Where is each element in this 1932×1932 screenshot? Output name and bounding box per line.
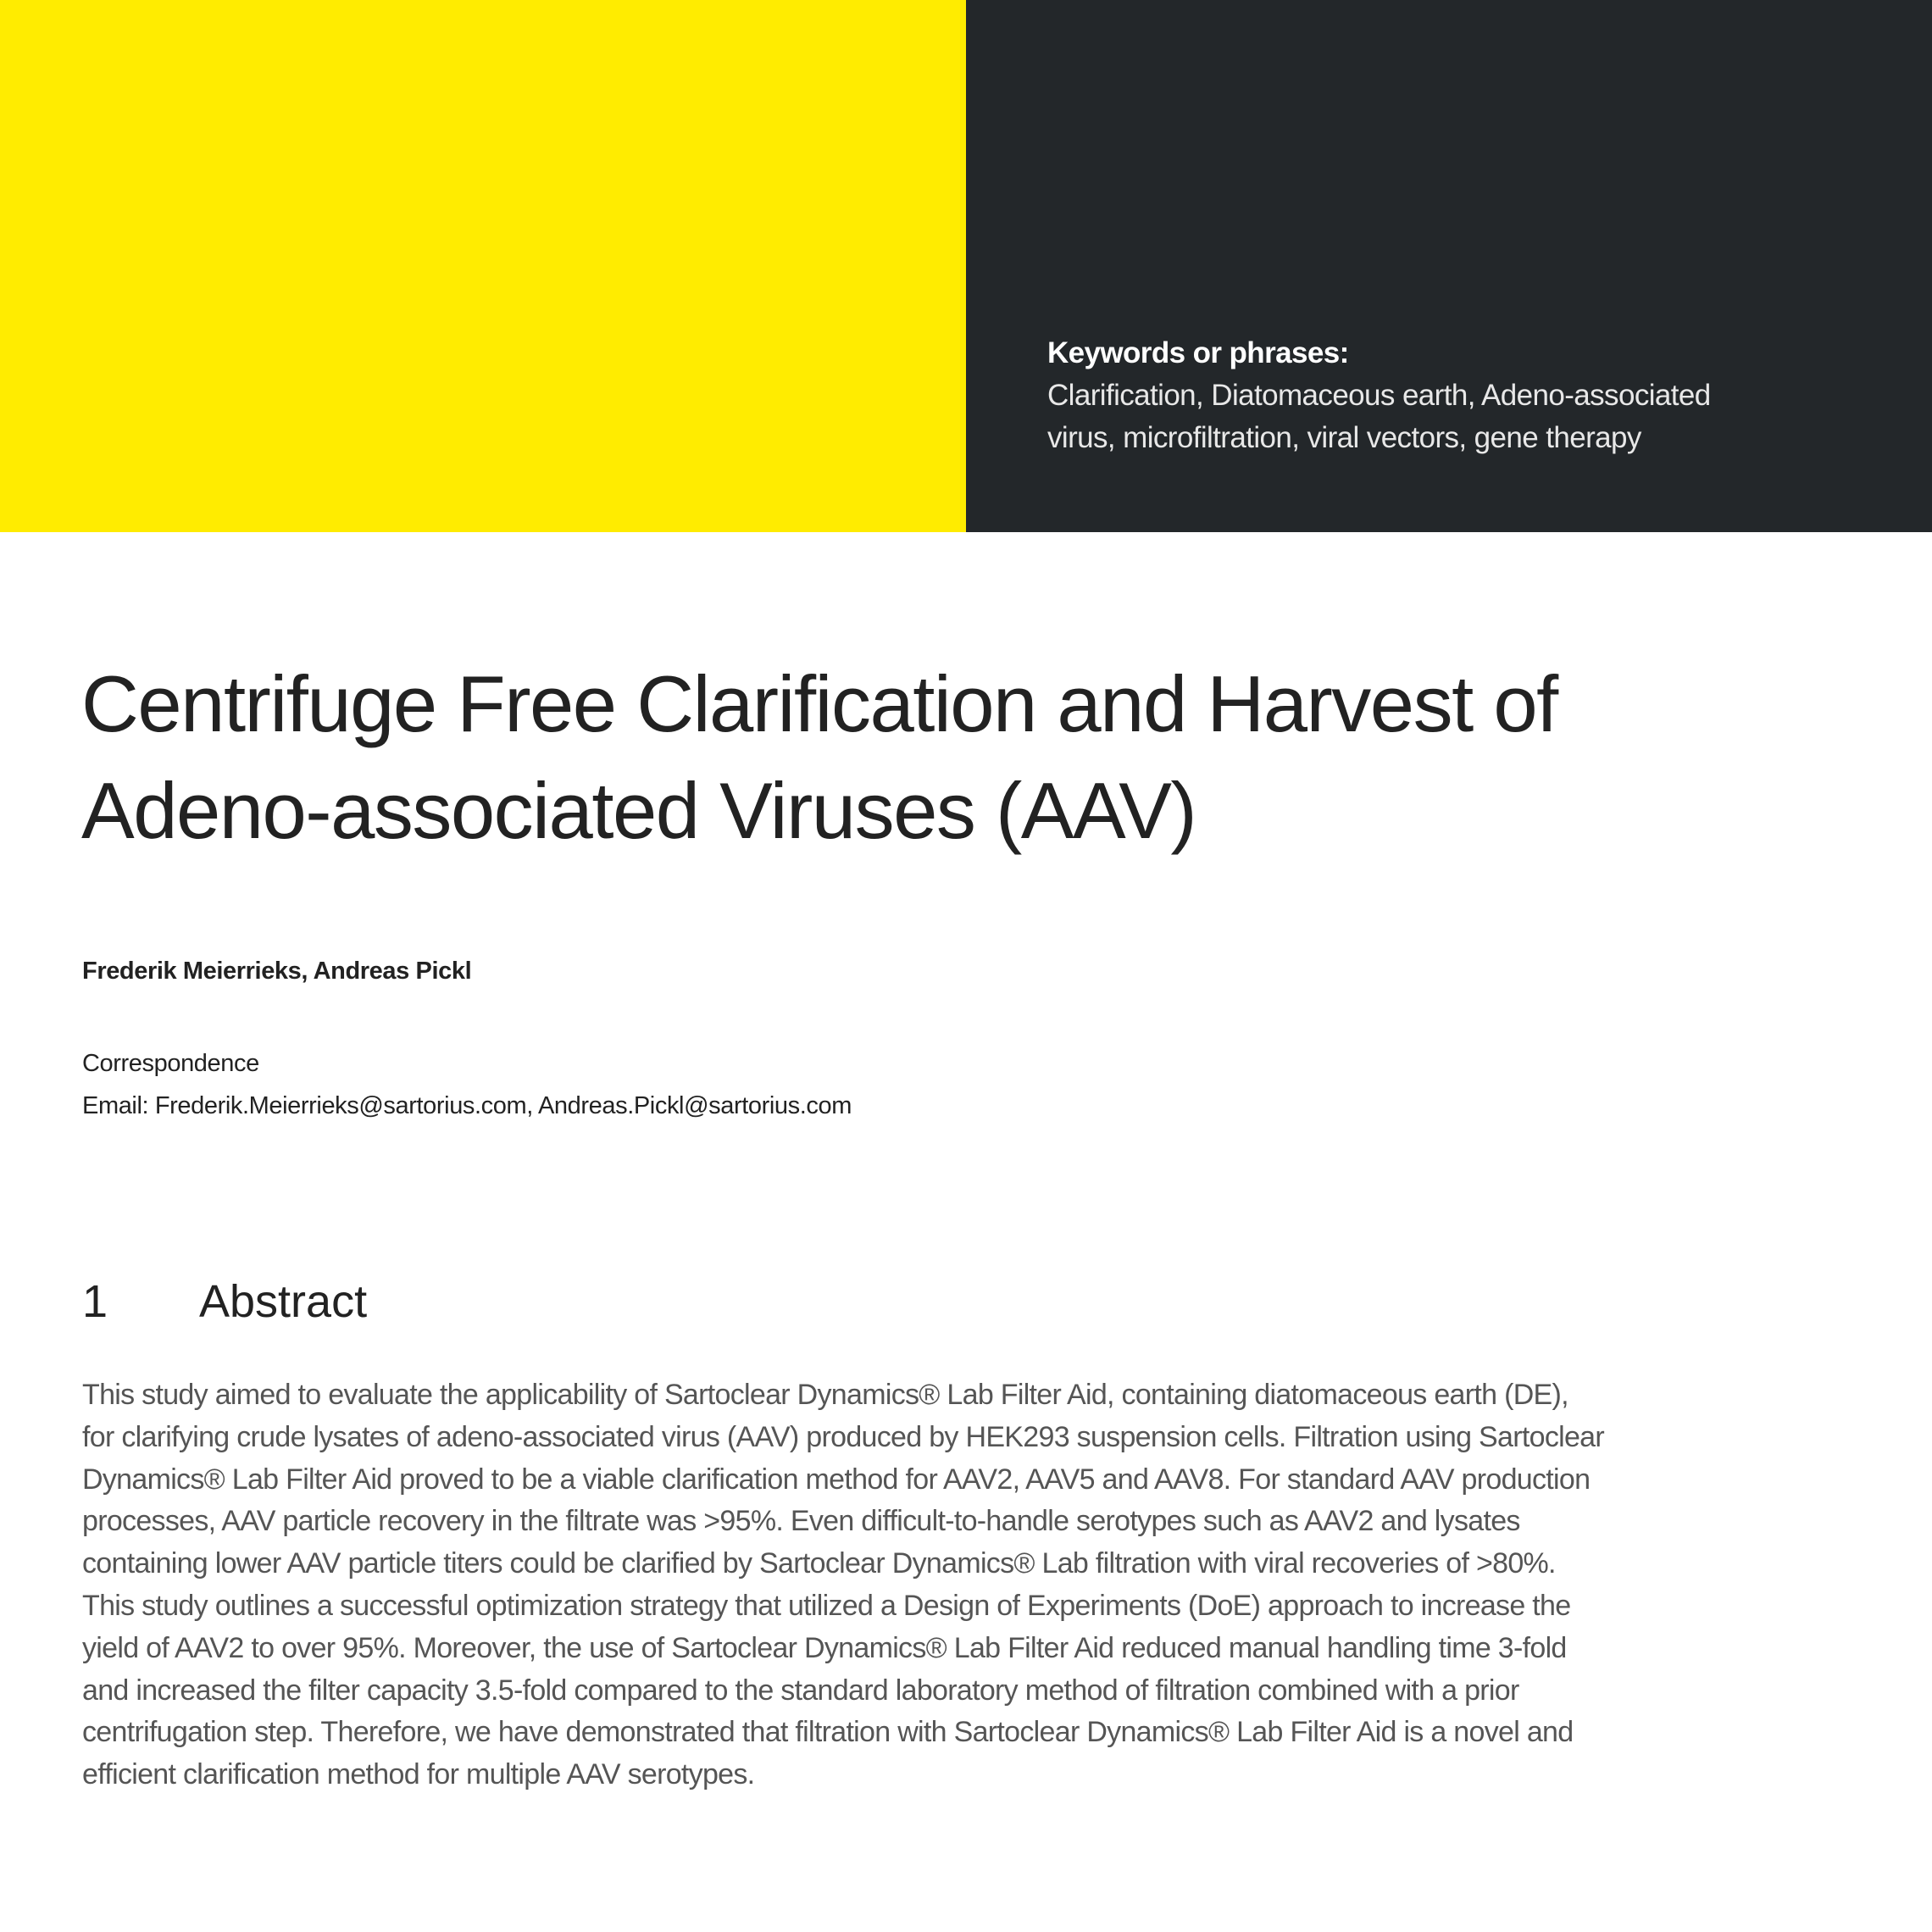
section-number: 1 xyxy=(82,1276,108,1327)
abstract-line: efficient clarification method for multiple AAV serotypes. xyxy=(82,1758,755,1791)
keywords-line: virus, microfiltration, viral vectors, gene therapy xyxy=(1047,421,1641,454)
keywords-box xyxy=(1047,332,1711,459)
abstract-line: centrifugation step. Therefore, we have demonstrated that filtration with Sartoclear Dynamics® Lab Filter Aid is a novel and xyxy=(82,1716,1574,1749)
yellow-banner-block xyxy=(0,0,966,532)
title-line: Centrifuge Free Clarification and Harvest of xyxy=(81,659,1557,748)
correspondence-email: Email: Frederik.Meierrieks@sartorius.com, Andreas.Pickl@sartorius.com xyxy=(82,1092,852,1119)
authors: Frederik Meierrieks, Andreas Pickl xyxy=(82,958,472,985)
abstract-line: containing lower AAV particle titers could be clarified by Sartoclear Dynamics® Lab filtration with viral recoveries of >80%. xyxy=(82,1547,1556,1580)
section-heading xyxy=(82,1275,367,1328)
abstract-body xyxy=(82,1374,1604,1796)
abstract-line: for clarifying crude lysates of adeno-associated virus (AAV) produced by HEK293 suspension cells. Filtration using Sartoclear xyxy=(82,1420,1605,1453)
abstract-line: yield of AAV2 to over 95%. Moreover, the use of Sartoclear Dynamics® Lab Filter Aid reduced manual handling time 3-fold xyxy=(82,1631,1567,1664)
abstract-line: Dynamics® Lab Filter Aid proved to be a viable clarification method for AAV2, AAV5 and AAV8. For standard AAV production xyxy=(82,1463,1591,1496)
document-title xyxy=(81,651,1557,864)
title-line: Adeno-associated Viruses (AAV) xyxy=(81,766,1196,855)
abstract-line: and increased the filter capacity 3.5-fold compared to the standard laboratory method of filtration combined with a prior xyxy=(82,1674,1519,1707)
abstract-line: processes, AAV particle recovery in the filtrate was >95%. Even difficult-to-handle serotypes such as AAV2 and lysates xyxy=(82,1505,1520,1538)
keywords-heading: Keywords or phrases: xyxy=(1047,336,1349,369)
correspondence xyxy=(82,1042,852,1127)
abstract-line: This study aimed to evaluate the applicability of Sartoclear Dynamics® Lab Filter Aid, containing diatomaceous earth (DE), xyxy=(82,1379,1568,1411)
correspondence-label: Correspondence xyxy=(82,1050,259,1077)
abstract-line: This study outlines a successful optimization strategy that utilized a Design of Experiments (DoE) approach to increase the xyxy=(82,1589,1571,1622)
keywords-line: Clarification, Diatomaceous earth, Adeno-associated xyxy=(1047,379,1711,412)
section-title: Abstract xyxy=(199,1276,368,1327)
